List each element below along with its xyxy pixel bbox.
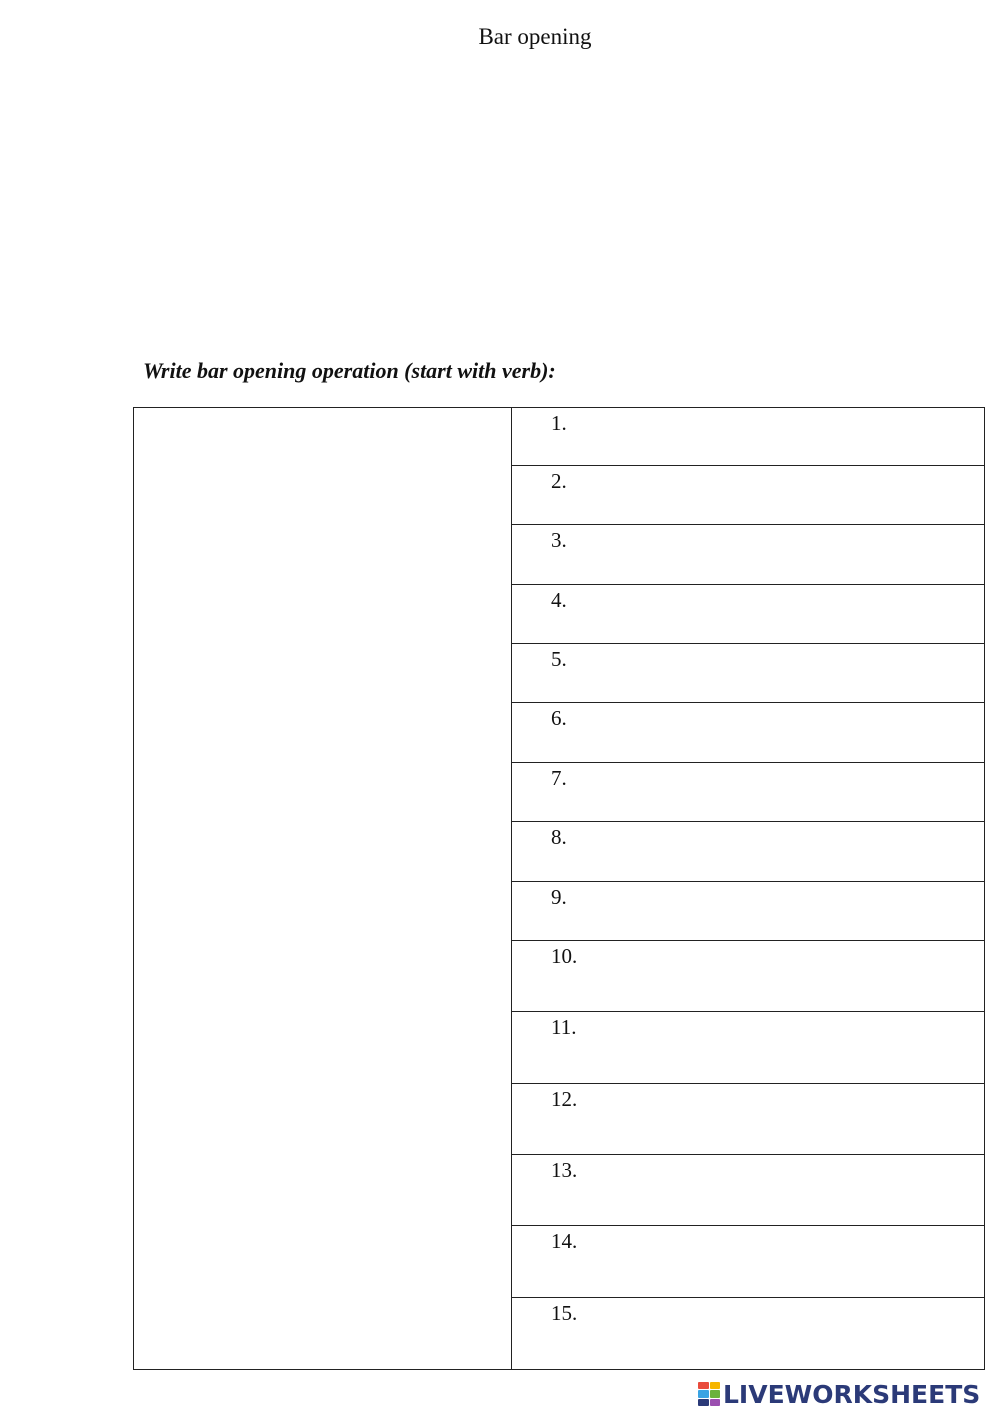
logo-text: LIVEWORKSHEETS: [723, 1379, 981, 1409]
step-row[interactable]: [512, 882, 984, 941]
step-number: 7.: [551, 765, 567, 790]
worksheet-table: [133, 407, 985, 1370]
step-row[interactable]: [512, 525, 984, 584]
step-number: 14.: [551, 1229, 578, 1254]
step-row[interactable]: [512, 1084, 984, 1155]
step-number: 13.: [551, 1157, 578, 1182]
page-title: Bar opening: [478, 24, 592, 49]
step-number: 4.: [551, 587, 567, 612]
step-row[interactable]: [512, 1012, 984, 1083]
steps-column: [512, 408, 984, 1369]
step-number: 2.: [551, 468, 567, 493]
drawing-area-cell: [134, 408, 512, 1369]
step-row[interactable]: [512, 408, 984, 466]
step-number: 8.: [551, 825, 567, 850]
logo-block: [710, 1382, 721, 1389]
step-number: 3.: [551, 528, 567, 553]
step-number: 15.: [551, 1300, 578, 1325]
logo-block: [710, 1399, 721, 1406]
logo-block: [698, 1399, 709, 1406]
step-number: 1.: [551, 411, 567, 435]
step-number: 11.: [551, 1015, 577, 1040]
step-row[interactable]: [512, 941, 984, 1012]
step-row[interactable]: [512, 585, 984, 644]
step-row[interactable]: [512, 763, 984, 822]
step-number: 5.: [551, 647, 567, 671]
step-number: 6.: [551, 706, 567, 731]
step-row[interactable]: [512, 1226, 984, 1297]
logo-block: [710, 1390, 721, 1397]
step-row[interactable]: [512, 644, 984, 703]
step-row[interactable]: [512, 466, 984, 525]
logo-block: [698, 1390, 709, 1397]
logo-block: [698, 1382, 709, 1389]
logo-grid-icon: [698, 1382, 720, 1406]
step-number: 9.: [551, 884, 567, 909]
step-number: 10.: [551, 943, 578, 968]
step-number: 12.: [551, 1086, 578, 1111]
step-row[interactable]: [512, 1298, 984, 1369]
instruction-text: Write bar opening operation (start with verb):: [143, 358, 556, 383]
liveworksheets-logo[interactable]: [698, 1380, 980, 1408]
step-row[interactable]: [512, 822, 984, 881]
step-row[interactable]: [512, 1155, 984, 1226]
step-row[interactable]: [512, 703, 984, 762]
